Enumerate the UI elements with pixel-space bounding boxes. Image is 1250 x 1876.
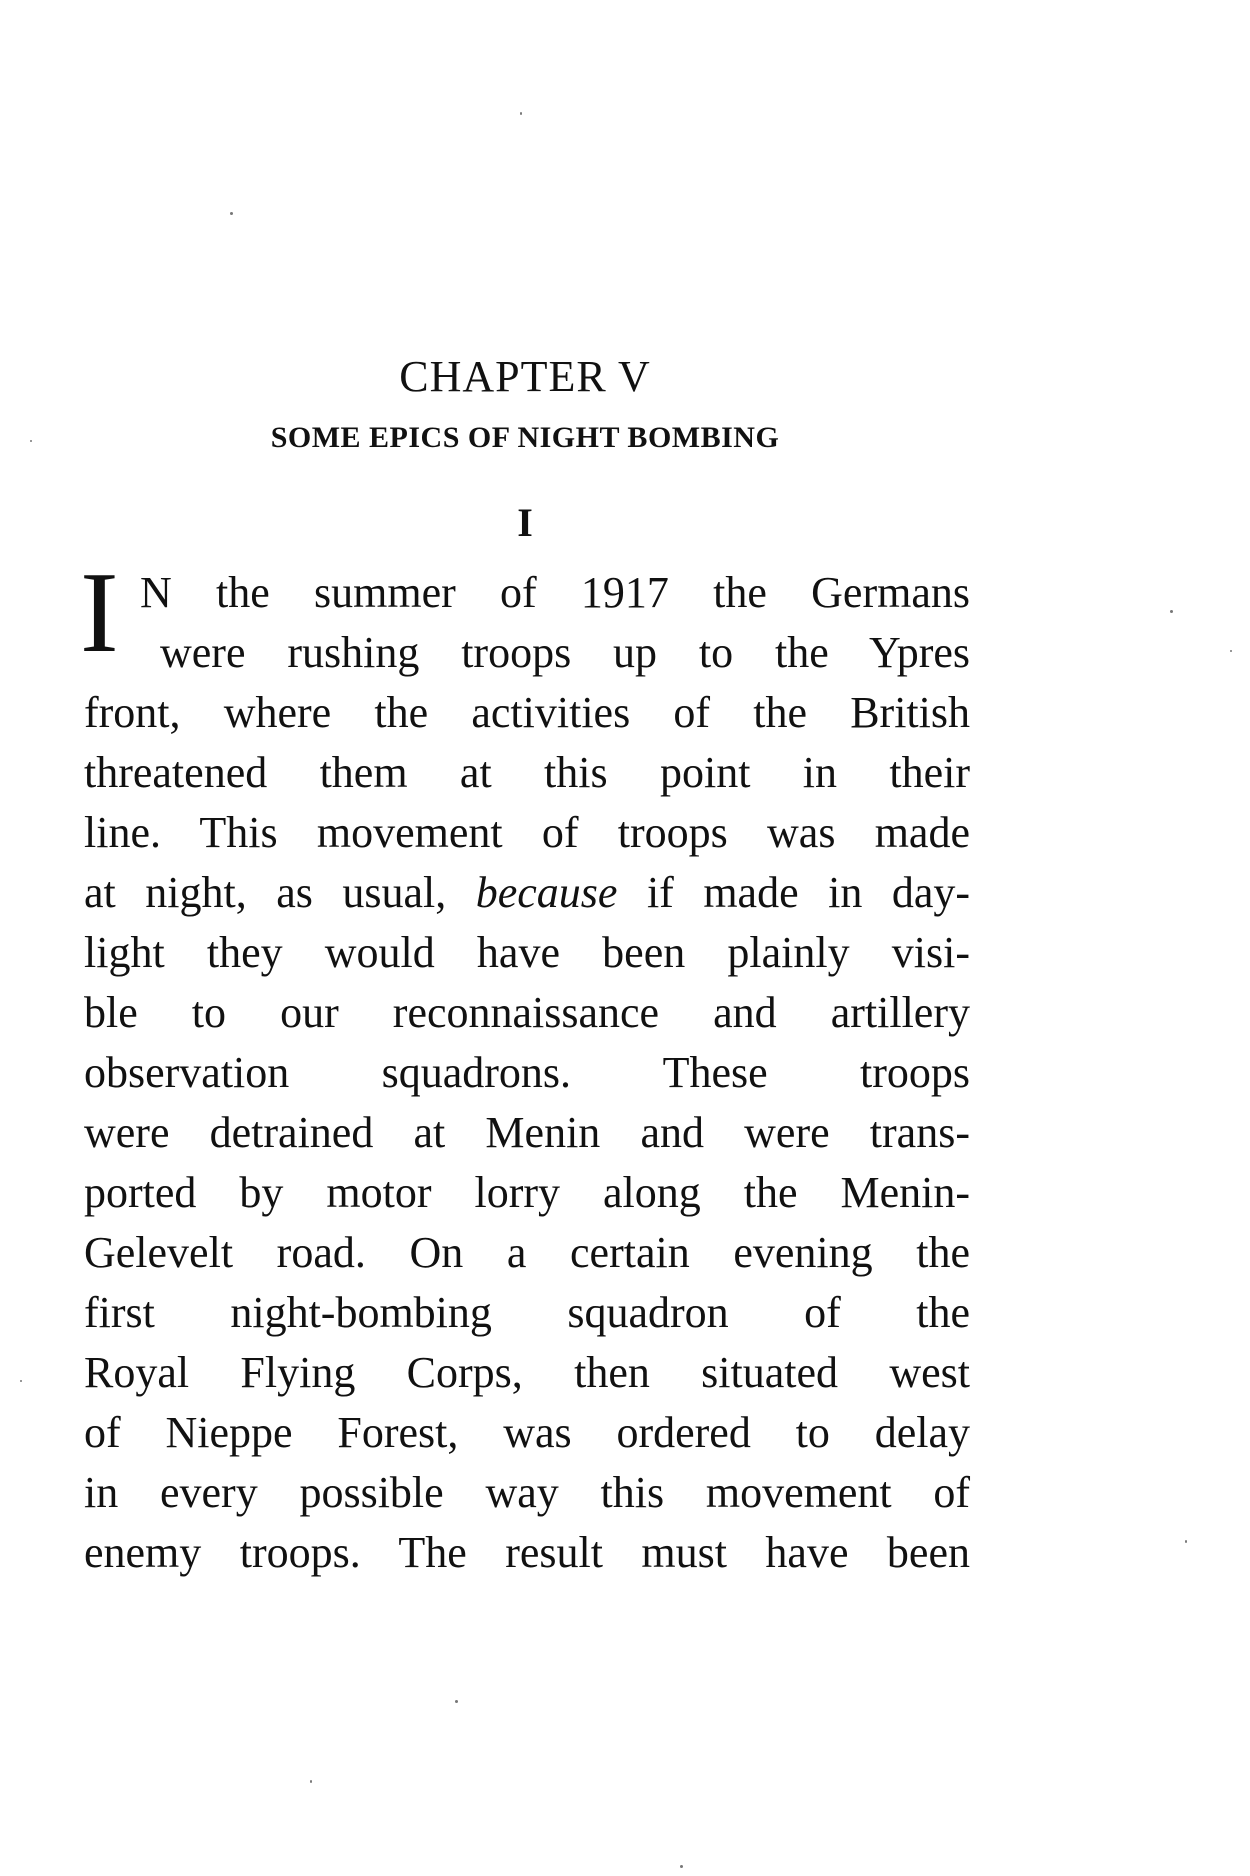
scan-speck (30, 440, 32, 442)
scan-speck (455, 1700, 458, 1703)
text-line: were detrained at Menin and were trans- (84, 1108, 970, 1157)
text-line: were rushing troops up to the Ypres (160, 628, 970, 677)
drop-cap: I (80, 549, 119, 677)
scan-speck (230, 212, 233, 215)
text-line (84, 863, 970, 923)
text-line: observation squadrons. These troops (84, 1048, 970, 1097)
text-line: Gelevelt road. On a certain evening the (84, 1228, 970, 1277)
section-number: I (517, 500, 533, 545)
scan-speck (680, 1865, 683, 1868)
text-line: light they would have been plainly visi- (84, 928, 970, 977)
text-line: in every possible way this movement of (84, 1468, 970, 1517)
scan-speck (1170, 610, 1173, 613)
scan-speck (520, 112, 522, 115)
emphasis-text: because (475, 868, 618, 917)
text-line: threatened them at this point in their (84, 748, 970, 797)
text-line: ported by motor lorry along the Menin- (84, 1168, 970, 1217)
text-line: first night-bombing squadron of the (84, 1288, 970, 1337)
text-fragment: at night, as usual, (84, 868, 447, 917)
chapter-subtitle: SOME EPICS OF NIGHT BOMBING (270, 421, 780, 454)
scan-speck (1230, 650, 1232, 652)
text-line: Royal Flying Corps, then situated west (84, 1348, 970, 1397)
scan-speck (20, 1380, 22, 1382)
text-line: line. This movement of troops was made (84, 808, 970, 857)
text-line: front, where the activities of the British (84, 688, 970, 737)
text-line: N the summer of 1917 the Germans (140, 568, 970, 617)
text-fragment: if made in day- (646, 868, 971, 917)
text-line: ble to our reconnaissance and artillery (84, 988, 970, 1037)
text-line: enemy troops. The result must have been (84, 1528, 970, 1577)
scan-speck (310, 1780, 312, 1783)
scan-speck (1185, 1540, 1187, 1543)
text-line: of Nieppe Forest, was ordered to delay (84, 1408, 970, 1457)
chapter-title: CHAPTER V (399, 352, 651, 401)
